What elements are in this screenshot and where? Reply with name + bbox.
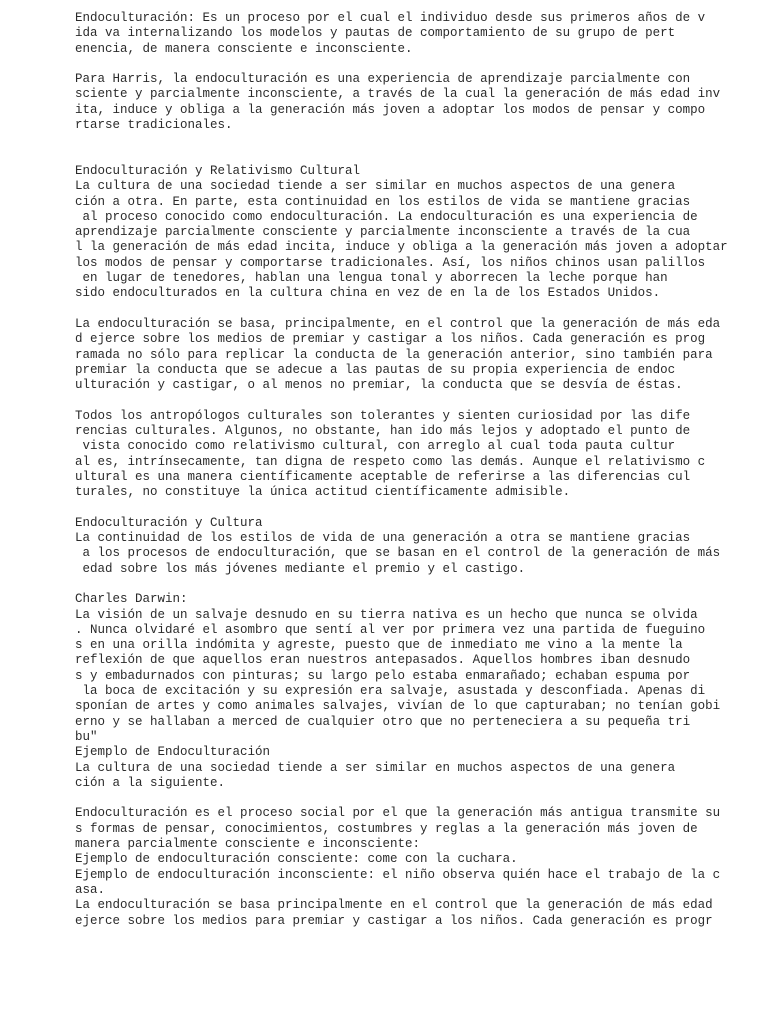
text-line: s en una orilla indómita y agreste, puesto que de inmediato me vino a la mente la: [75, 638, 683, 653]
text-line: La endoculturación se basa principalmente en el control que la generación de más edad: [75, 898, 713, 913]
text-line: La cultura de una sociedad tiende a ser similar en muchos aspectos de una genera: [75, 179, 676, 194]
text-line: sciente y parcialmente inconsciente, a través de la cual la generación de más edad inv: [75, 87, 721, 102]
text-line: ramada no sólo para replicar la conducta de la generación anterior, sino también para: [75, 347, 713, 362]
text-line: al proceso conocido como endoculturación. La endoculturación es una experiencia de: [75, 209, 698, 224]
text-line: s y embadurnados con pinturas; su largo pelo estaba enmarañado; echaban espuma por: [75, 668, 691, 683]
text-line: la boca de excitación y su expresión era salvaje, asustada y desconfiada. Apenas di: [75, 684, 706, 699]
text-line: La visión de un salvaje desnudo en su tierra nativa es un hecho que nunca se olvida: [75, 607, 698, 622]
section-relativismo: [75, 164, 755, 302]
paragraph-proceso-social: [75, 806, 755, 928]
text-line: edad sobre los más jóvenes mediante el premio y el castigo.: [75, 561, 526, 576]
text-line: asa.: [75, 882, 106, 897]
text-line: Todos los antropólogos culturales son tolerantes y sienten curiosidad por las dife: [75, 408, 691, 423]
text-line: ción a la siguiente.: [75, 775, 226, 790]
text-line: ida va internalizando los modelos y pautas de comportamiento de su grupo de pert: [75, 26, 676, 41]
text-line: La endoculturación se basa, principalmente, en el control que la generación de más eda: [75, 316, 721, 331]
text-line: a los procesos de endoculturación, que se basan en el control de la generación de más: [75, 546, 721, 561]
section-heading: Endoculturación y Relativismo Cultural: [75, 163, 361, 178]
text-line: ita, induce y obliga a la generación más joven a adoptar los modos de pensar y compo: [75, 102, 706, 117]
text-line: ultural es una manera científicamente aceptable de referirse a las diferencias cul: [75, 469, 691, 484]
text-line: sponían de artes y como animales salvajes, vivían de lo que capturaban; no tenían gobi: [75, 699, 721, 714]
text-line: enencia, de manera consciente e inconsciente.: [75, 41, 413, 56]
text-line: . Nunca olvidaré el asombro que sentí al ver por primera vez una partida de fueguino: [75, 622, 706, 637]
document-body: [75, 11, 755, 929]
text-line: erno y se hallaban a merced de cualquier otro que no perteneciera a su pequeña tri: [75, 714, 691, 729]
text-line: Para Harris, la endoculturación es una experiencia de aprendizaje parcialmente con: [75, 72, 691, 87]
text-line: La continuidad de los estilos de vida de una generación a otra se mantiene gracias: [75, 531, 691, 546]
text-line: d ejerce sobre los medios de premiar y castigar a los niños. Cada generación es prog: [75, 332, 706, 347]
section-heading: Charles Darwin:: [75, 592, 188, 607]
paragraph-control: [75, 317, 755, 393]
text-line: Ejemplo de endoculturación consciente: come con la cuchara.: [75, 852, 518, 867]
text-line: sido endoculturados en la cultura china en vez de en la de los Estados Unidos.: [75, 286, 661, 301]
text-line: en lugar de tenedores, hablan una lengua tonal y aborrecen la leche porque han: [75, 271, 668, 286]
section-heading: Endoculturación y Cultura: [75, 515, 263, 530]
text-line: turales, no constituye la única actitud científicamente admisible.: [75, 485, 571, 500]
text-line: los modos de pensar y comportarse tradicionales. Así, los niños chinos usan palillos: [75, 255, 706, 270]
paragraph-antropologos: [75, 409, 755, 501]
text-line: l la generación de más edad incita, induce y obliga a la generación más joven a adoptar: [75, 240, 728, 255]
text-line: rencias culturales. Algunos, no obstante, han ido más lejos y adoptado el punto de: [75, 424, 691, 439]
text-line: Endoculturación es el proceso social por el que la generación más antigua transmite su: [75, 806, 721, 821]
section-heading: Ejemplo de Endoculturación: [75, 745, 271, 760]
text-line: Endoculturación: Es un proceso por el cual el individuo desde sus primeros años de v: [75, 11, 706, 25]
text-line: aprendizaje parcialmente consciente y parcialmente inconsciente a través de la cua: [75, 225, 691, 240]
text-line: reflexión de que aquellos eran nuestros antepasados. Aquellos hombres iban desnudo: [75, 653, 691, 668]
text-line: ulturación y castigar, o al menos no premiar, la conducta que se desvía de éstas.: [75, 378, 683, 393]
text-line: vista conocido como relativismo cultural, con arreglo al cual toda pauta cultur: [75, 439, 676, 454]
text-line: ejerce sobre los medios para premiar y castigar a los niños. Cada generación es progr: [75, 913, 713, 928]
section-darwin: [75, 592, 755, 791]
paragraph-definition: [75, 11, 755, 57]
text-line: al es, intrínsecamente, tan digna de respeto como las demás. Aunque el relativismo c: [75, 454, 706, 469]
text-line: rtarse tradicionales.: [75, 118, 233, 133]
text-line: La cultura de una sociedad tiende a ser similar en muchos aspectos de una genera: [75, 760, 676, 775]
section-cultura: [75, 516, 755, 577]
text-line: ción a otra. En parte, esta continuidad en los estilos de vida se mantiene gracias: [75, 194, 691, 209]
text-line: s formas de pensar, conocimientos, costumbres y reglas a la generación más joven de: [75, 821, 698, 836]
paragraph-harris: [75, 72, 755, 133]
text-line: Ejemplo de endoculturación inconsciente: el niño observa quién hace el trabajo de la c: [75, 867, 721, 882]
text-line: bu": [75, 729, 98, 744]
text-line: premiar la conducta que se adecue a las pautas de su propia experiencia de endoc: [75, 362, 676, 377]
text-line: manera parcialmente consciente e inconsciente:: [75, 837, 421, 852]
